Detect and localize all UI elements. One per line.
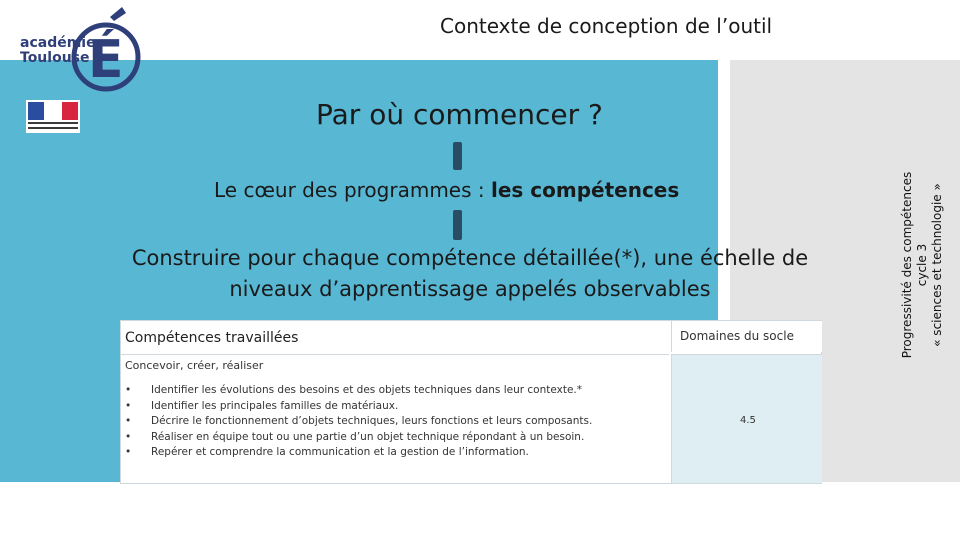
logo-line-2: Toulouse <box>20 50 90 66</box>
competences-table <box>120 320 822 484</box>
list-item: • Décrire le fonctionnement d’objets techniques, leurs fonctions et leurs composants. <box>125 414 592 430</box>
statement-build: Construire pour chaque compétence détaillée(*), une échelle de niveaux d’apprentissage appelés observables <box>131 246 809 301</box>
connector-bar <box>453 210 462 240</box>
table-cell-domaines: 4.5 <box>671 354 822 483</box>
main-heading: Par où commencer ? <box>316 98 603 131</box>
connector-bar <box>453 142 462 170</box>
table-subhead: Concevoir, créer, réaliser <box>125 359 264 372</box>
logo-letter: É <box>88 30 124 90</box>
list-item: • Identifier les évolutions des besoins et des objets techniques dans leur contexte.* <box>125 383 592 399</box>
slide-title: Contexte de conception de l’outil <box>440 14 773 38</box>
statement-core <box>214 178 679 202</box>
side-label-line-2: cycle 3 <box>915 243 929 287</box>
list-item: • Réaliser en équipe tout ou une partie d’un objet technique répondant à un besoin. <box>125 430 592 446</box>
table-header-competences: Compétences travaillées <box>121 321 669 352</box>
side-label-line-1: Progressivité des compétences <box>900 171 914 359</box>
side-label-line-3: « sciences et technologie » <box>930 183 944 347</box>
republique-francaise-logo <box>26 100 80 133</box>
statement-core-prefix: Le cœur des programmes : <box>214 178 491 202</box>
list-item: • Identifier les principales familles de matériaux. <box>125 399 592 415</box>
academie-toulouse-logo <box>14 5 144 93</box>
table-cell-competences <box>121 354 669 483</box>
list-item: • Repérer et comprendre la communication et la gestion de l’information. <box>125 445 592 461</box>
table-header-domaines: Domaines du socle <box>671 321 822 352</box>
logo-line-1: académie <box>20 35 96 51</box>
statement-core-emphasis: les compétences <box>490 178 680 202</box>
